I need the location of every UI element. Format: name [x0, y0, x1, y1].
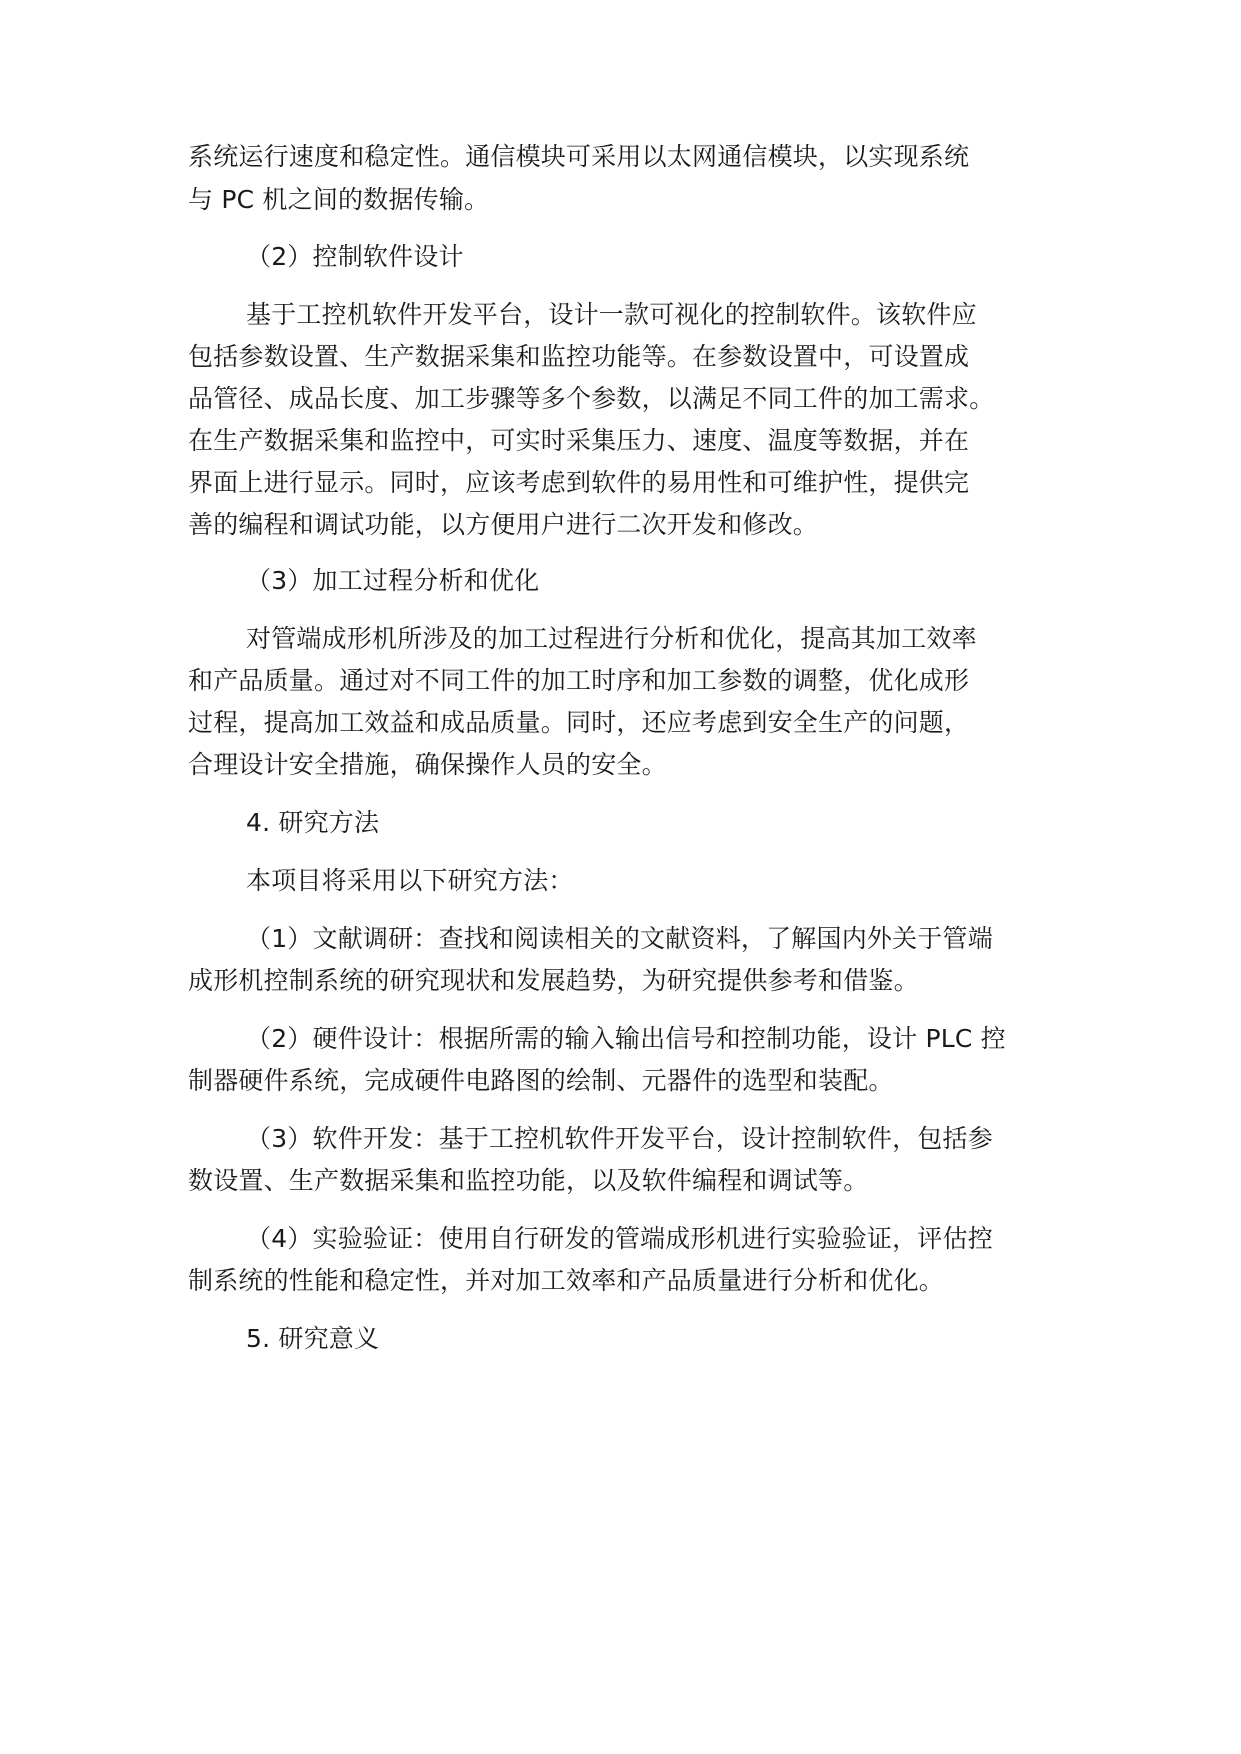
paragraph-line: 本项目将采用以下研究方法： [246, 866, 574, 895]
list-item-line: （3）软件开发：基于工控机软件开发平台，设计控制软件，包括参 [246, 1124, 993, 1153]
section-heading: 4. 研究方法 [246, 808, 380, 837]
list-item-line: （2）硬件设计：根据所需的输入输出信号和控制功能，设计 PLC 控 [246, 1024, 1006, 1053]
paragraph-line: 过程，提高加工效益和成品质量。同时，还应考虑到安全生产的问题， [188, 708, 970, 737]
paragraph-line: 和产品质量。通过对不同工件的加工时序和加工参数的调整，优化成形 [188, 666, 970, 695]
paragraph-line: 基于工控机软件开发平台，设计一款可视化的控制软件。该软件应 [246, 300, 977, 329]
section-heading: （2）控制软件设计 [246, 242, 464, 271]
paragraph-line: 与 PC 机之间的数据传输。 [188, 185, 490, 214]
paragraph-line: 合理设计安全措施，确保操作人员的安全。 [188, 750, 667, 779]
paragraph-line: 界面上进行显示。同时，应该考虑到软件的易用性和可维护性，提供完 [188, 468, 970, 497]
paragraph-line: 品管径、成品长度、加工步骤等多个参数，以满足不同工件的加工需求。 [188, 384, 995, 413]
list-item-line: 制器硬件系统，完成硬件电路图的绘制、元器件的选型和装配。 [188, 1066, 894, 1095]
paragraph-line: 善的编程和调试功能，以方便用户进行二次开发和修改。 [188, 510, 819, 539]
section-heading: 5. 研究意义 [246, 1324, 380, 1353]
paragraph-line: 对管端成形机所涉及的加工过程进行分析和优化，提高其加工效率 [246, 624, 977, 653]
paragraph-line: 系统运行速度和稳定性。通信模块可采用以太网通信模块，以实现系统 [188, 142, 970, 171]
list-item-line: （4）实验验证：使用自行研发的管端成形机进行实验验证，评估控 [246, 1224, 993, 1253]
paragraph-line: 包括参数设置、生产数据采集和监控功能等。在参数设置中，可设置成 [188, 342, 970, 371]
paragraph-line: 在生产数据采集和监控中，可实时采集压力、速度、温度等数据，并在 [188, 426, 970, 455]
list-item-line: 制系统的性能和稳定性，并对加工效率和产品质量进行分析和优化。 [188, 1266, 945, 1295]
section-heading: （3）加工过程分析和优化 [246, 566, 540, 595]
list-item-line: （1）文献调研：查找和阅读相关的文献资料，了解国内外关于管端 [246, 924, 993, 953]
list-item-line: 数设置、生产数据采集和监控功能，以及软件编程和调试等。 [188, 1166, 869, 1195]
list-item-line: 成形机控制系统的研究现状和发展趋势，为研究提供参考和借鉴。 [188, 966, 919, 995]
